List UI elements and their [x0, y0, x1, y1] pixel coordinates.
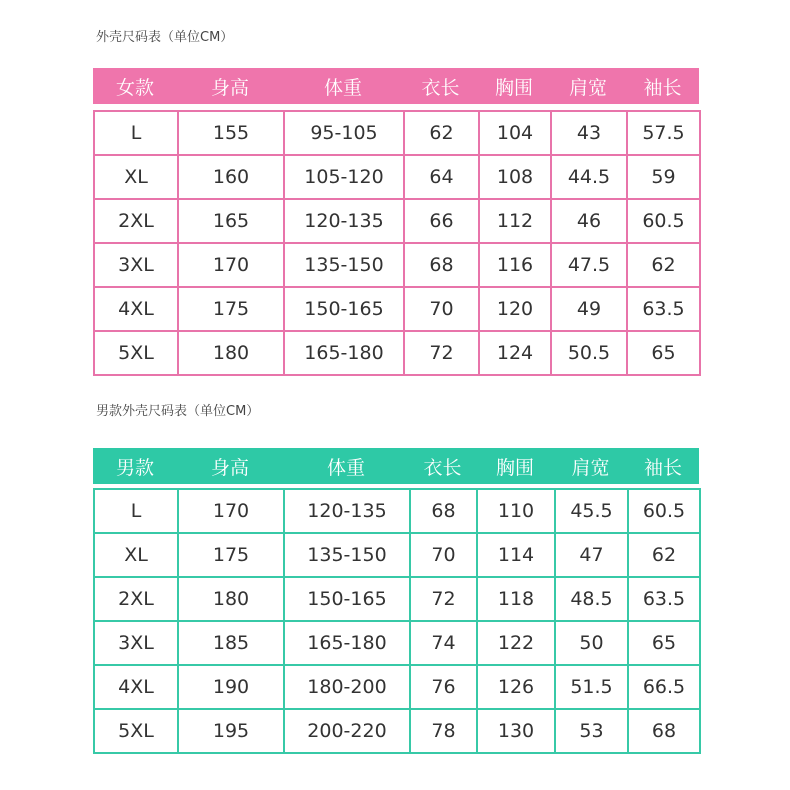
weight-cell: 200-220: [284, 709, 410, 753]
size-cell: 3XL: [94, 621, 178, 665]
chest-cell: 104: [479, 111, 551, 155]
sleeve-cell: 68: [628, 709, 700, 753]
chest-cell: 114: [477, 533, 555, 577]
length-cell: 70: [410, 533, 477, 577]
shoulder-cell: 47.5: [551, 243, 627, 287]
weight-cell: 165-180: [284, 331, 404, 375]
chest-cell: 124: [479, 331, 551, 375]
chest-cell: 110: [477, 489, 555, 533]
table-row: [94, 621, 700, 665]
men-size-chart-title: 男款外壳尺码表（单位CM）: [96, 404, 260, 419]
sleeve-cell: 57.5: [627, 111, 700, 155]
men-header-style: 男款: [115, 456, 154, 479]
chest-cell: 118: [477, 577, 555, 621]
table-row: [94, 155, 700, 199]
men-size-chart-header: [93, 448, 699, 484]
height-cell: 160: [178, 155, 284, 199]
height-cell: 175: [178, 533, 284, 577]
chest-cell: 120: [479, 287, 551, 331]
table-row: [94, 533, 700, 577]
size-cell: 3XL: [94, 243, 178, 287]
shoulder-cell: 50.5: [551, 331, 627, 375]
sleeve-cell: 65: [628, 621, 700, 665]
chest-cell: 108: [479, 155, 551, 199]
table-row: [94, 287, 700, 331]
length-cell: 78: [410, 709, 477, 753]
sleeve-cell: 65: [627, 331, 700, 375]
size-cell: 2XL: [94, 199, 178, 243]
men-header-length: 衣长: [423, 456, 462, 479]
length-cell: 68: [410, 489, 477, 533]
sleeve-cell: 60.5: [628, 489, 700, 533]
sleeve-cell: 66.5: [628, 665, 700, 709]
height-cell: 185: [178, 621, 284, 665]
length-cell: 70: [404, 287, 479, 331]
height-cell: 190: [178, 665, 284, 709]
length-cell: 72: [410, 577, 477, 621]
chest-cell: 116: [479, 243, 551, 287]
size-cell: L: [94, 489, 178, 533]
height-cell: 175: [178, 287, 284, 331]
height-cell: 180: [178, 577, 284, 621]
table-row: [94, 489, 700, 533]
length-cell: 74: [410, 621, 477, 665]
length-cell: 68: [404, 243, 479, 287]
size-cell: 5XL: [94, 331, 178, 375]
table-row: [94, 199, 700, 243]
length-cell: 64: [404, 155, 479, 199]
chest-cell: 112: [479, 199, 551, 243]
women-header-shoulder: 肩宽: [568, 76, 607, 99]
sleeve-cell: 62: [627, 243, 700, 287]
length-cell: 72: [404, 331, 479, 375]
women-header-length: 衣长: [421, 76, 460, 99]
shoulder-cell: 47: [555, 533, 628, 577]
size-cell: 2XL: [94, 577, 178, 621]
length-cell: 62: [404, 111, 479, 155]
women-header-weight: 体重: [323, 76, 362, 99]
length-cell: 66: [404, 199, 479, 243]
size-cell: XL: [94, 155, 178, 199]
men-header-shoulder: 肩宽: [571, 456, 610, 479]
men-header-height: 身高: [210, 456, 249, 479]
women-header-height: 身高: [210, 76, 249, 99]
table-row: [94, 665, 700, 709]
sleeve-cell: 59: [627, 155, 700, 199]
weight-cell: 95-105: [284, 111, 404, 155]
weight-cell: 120-135: [284, 489, 410, 533]
size-cell: L: [94, 111, 178, 155]
table-row: [94, 577, 700, 621]
height-cell: 155: [178, 111, 284, 155]
shoulder-cell: 43: [551, 111, 627, 155]
weight-cell: 150-165: [284, 577, 410, 621]
table-row: [94, 243, 700, 287]
sleeve-cell: 63.5: [628, 577, 700, 621]
sleeve-cell: 60.5: [627, 199, 700, 243]
shoulder-cell: 44.5: [551, 155, 627, 199]
weight-cell: 165-180: [284, 621, 410, 665]
weight-cell: 180-200: [284, 665, 410, 709]
size-cell: 4XL: [94, 287, 178, 331]
size-cell: XL: [94, 533, 178, 577]
men-header-sleeve: 袖长: [643, 456, 682, 479]
table-row: [94, 331, 700, 375]
size-cell: 5XL: [94, 709, 178, 753]
men-header-chest: 胸围: [495, 456, 534, 479]
weight-cell: 105-120: [284, 155, 404, 199]
shoulder-cell: 45.5: [555, 489, 628, 533]
women-header-chest: 胸围: [494, 76, 533, 99]
women-header-sleeve: 袖长: [643, 76, 682, 99]
length-cell: 76: [410, 665, 477, 709]
height-cell: 195: [178, 709, 284, 753]
table-row: [94, 111, 700, 155]
shoulder-cell: 46: [551, 199, 627, 243]
height-cell: 165: [178, 199, 284, 243]
shoulder-cell: 50: [555, 621, 628, 665]
weight-cell: 135-150: [284, 243, 404, 287]
sleeve-cell: 63.5: [627, 287, 700, 331]
women-size-table: [93, 110, 701, 376]
size-cell: 4XL: [94, 665, 178, 709]
shoulder-cell: 49: [551, 287, 627, 331]
women-header-style: 女款: [115, 76, 154, 99]
sleeve-cell: 62: [628, 533, 700, 577]
shoulder-cell: 51.5: [555, 665, 628, 709]
weight-cell: 150-165: [284, 287, 404, 331]
chest-cell: 126: [477, 665, 555, 709]
height-cell: 170: [178, 243, 284, 287]
women-size-chart-header: [93, 68, 699, 104]
weight-cell: 120-135: [284, 199, 404, 243]
men-header-weight: 体重: [326, 456, 365, 479]
height-cell: 170: [178, 489, 284, 533]
chest-cell: 130: [477, 709, 555, 753]
table-row: [94, 709, 700, 753]
shoulder-cell: 48.5: [555, 577, 628, 621]
weight-cell: 135-150: [284, 533, 410, 577]
women-size-chart-title: 外壳尺码表（单位CM）: [96, 30, 234, 45]
men-size-table: [93, 488, 701, 754]
height-cell: 180: [178, 331, 284, 375]
shoulder-cell: 53: [555, 709, 628, 753]
chest-cell: 122: [477, 621, 555, 665]
